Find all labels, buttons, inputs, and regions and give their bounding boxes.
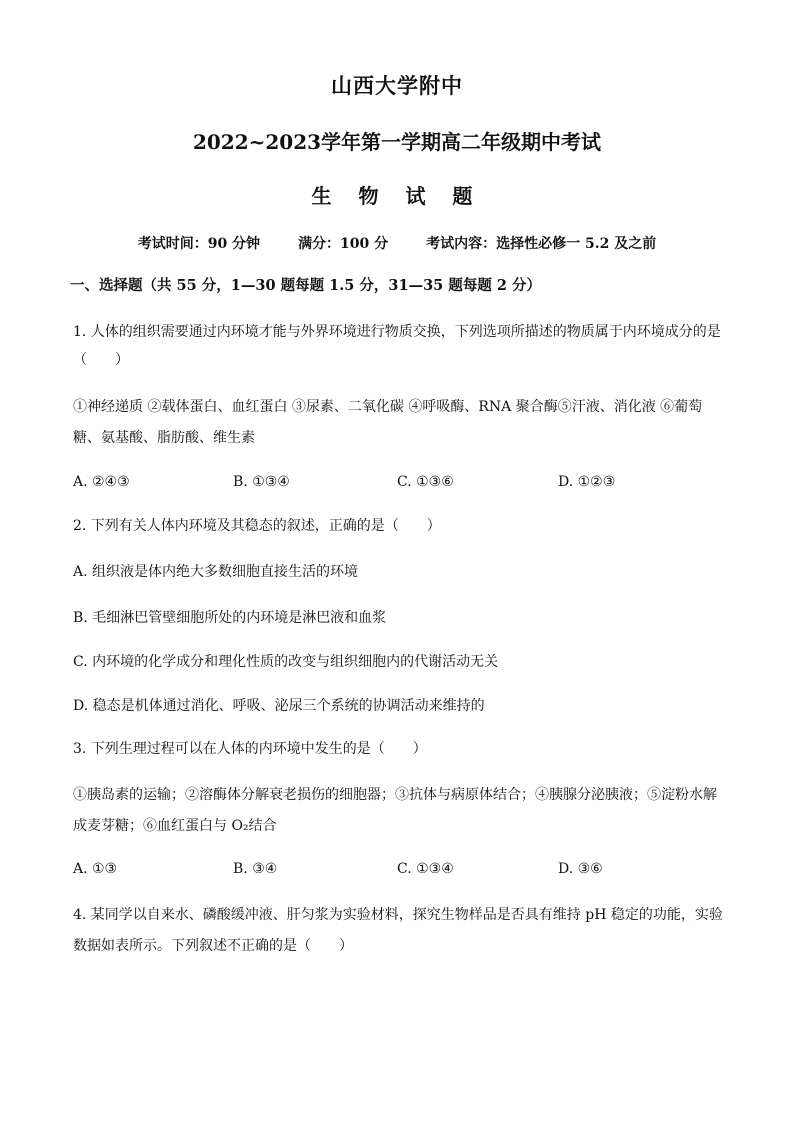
q1-option-a: A. ②④③ [73,474,130,490]
section-title: 一、选择题（共 55 分，1—30 题每题 1.5 分，31—35 题每题 2 分） [70,277,542,294]
q3-items-line2: 成麦芽糖；⑥血红蛋白与 O₂结合 [73,818,277,834]
q1-items-line1: ①神经递质 ②载体蛋白、血红蛋白 ③尿素、二氧化碳 ④呼吸酶、RNA 聚合酶⑤汗液、消化液 ⑥葡萄 [73,399,703,415]
q1-items-line2: 糖、氨基酸、脂肪酸、维生素 [73,430,255,446]
exam-title: 2022~2023学年第一学期高二年级期中考试 [192,130,602,154]
exam-time: 考试时间：90 分钟 [137,236,261,252]
q3-option-d: D. ③⑥ [558,861,603,877]
q3-option-c: C. ①③④ [397,861,454,877]
exam-info [0,233,794,253]
exam-content: 考试内容：选择性必修一 5.2 及之前 [426,236,657,252]
q3-stem: 3. 下列生理过程可以在人体的内环境中发生的是（ ） [73,741,427,757]
subject-title: 生 物 试 题 [311,184,483,208]
q3-option-b: B. ③④ [233,861,278,877]
q4-stem-cont: 数据如表所示。下列叙述不正确的是（ ） [73,938,353,954]
school-name: 山西大学附中 [331,73,463,98]
q1-option-d: D. ①②③ [558,474,616,490]
q2-option-d: D. 稳态是机体通过消化、呼吸、泌尿三个系统的协调活动来维持的 [73,698,485,714]
q2-option-b: B. 毛细淋巴管壁细胞所处的内环境是淋巴液和血浆 [73,610,387,626]
q1-stem: 1. 人体的组织需要通过内环境才能与外界环境进行物质交换，下列选项所描述的物质属于内环境成分的是 [73,324,721,340]
q2-option-c: C. 内环境的化学成分和理化性质的改变与组织细胞内的代谢活动无关 [73,654,499,670]
full-score: 满分：100 分 [298,236,389,252]
q1-stem-cont: （ ） [73,352,129,368]
q3-option-a: A. ①③ [73,861,118,877]
q1-option-c: C. ①③⑥ [397,474,454,490]
q2-option-a: A. 组织液是体内绝大多数细胞直接生活的环境 [73,564,359,580]
q2-stem: 2. 下列有关人体内环境及其稳态的叙述，正确的是（ ） [73,518,441,534]
q4-stem: 4. 某同学以自来水、磷酸缓冲液、肝匀浆为实验材料，探究生物样品是否具有维持 pH 稳定的功能，实验 [73,907,723,923]
q1-option-b: B. ①③④ [233,474,290,490]
q3-items-line1: ①胰岛素的运输；②溶酶体分解衰老损伤的细胞器；③抗体与病原体结合；④胰腺分泌胰液；⑤淀粉水解 [73,787,717,803]
